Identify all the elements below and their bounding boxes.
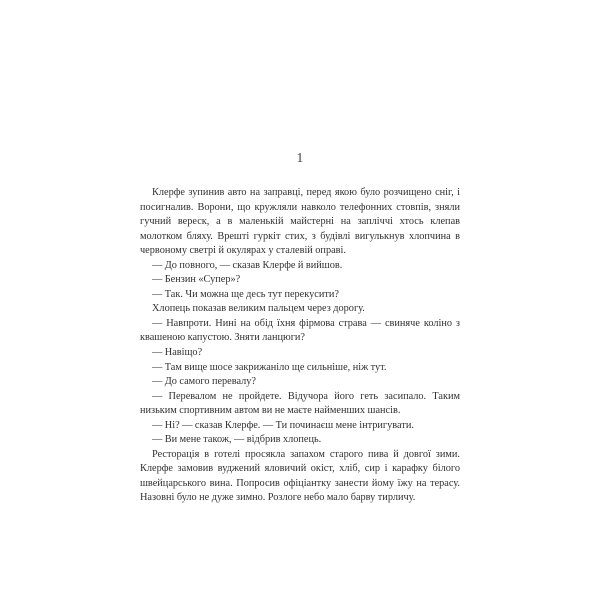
paragraph: Хлопець показав великим пальцем через дорогу. bbox=[152, 303, 365, 315]
paragraph: — Ні? — сказав Клерфе. — Ти починаєш мене інтригувати. bbox=[152, 419, 414, 431]
body-text bbox=[140, 186, 460, 506]
paragraph: — Навіщо? bbox=[152, 347, 203, 359]
paragraph: — Навпроти. Нині на обід їхня фірмова страва — свиняче коліно з квашеною капустою. Зняти ланцюги? bbox=[140, 317, 460, 344]
chapter-number: 1 bbox=[296, 150, 304, 165]
paragraph: — Ви мене також, — відбрив хлопець. bbox=[152, 434, 322, 446]
page-text-block bbox=[140, 150, 460, 506]
paragraph: — Так. Чи можна ще десь тут перекусити? bbox=[152, 288, 339, 300]
paragraph: — Бензин «Супер»? bbox=[152, 274, 241, 286]
paragraph: Ресторація в готелі просякла запахом старого пива й довгої зими. Клерфе замовив вуджений яловичий окіст, хліб, сир і карафку білого швейцарського вина. Попросив офіціантку занести йому їжу на терасу. Назовні було не дуже зимно. Розлоге небо мало барву тирличу. bbox=[140, 448, 460, 504]
paragraph: — До самого перевалу? bbox=[152, 376, 256, 388]
paragraph: Клерфе зупинив авто на заправці, перед якою було розчищено сніг, і посигналив. Ворони, що кружляли навколо телефонних стовпів, зняли гучний вереск, а в маленькій майстерні на запліччі хтось клепав молотком бляху. Врешті гуркіт стих, з будівлі вигулькнув хлопчина в червоному светрі й окулярах у сталевій оправі. bbox=[140, 187, 460, 257]
paragraph: — До повного, — сказав Клерфе й вийшов. bbox=[152, 259, 343, 271]
paragraph: — Там вище шосе закрижаніло ще сильніше, ніж тут. bbox=[152, 361, 387, 373]
paragraph: — Перевалом не пройдете. Відучора його геть засипало. Таким низьким спортивним автом ви не маєте найменших шансів. bbox=[140, 390, 460, 417]
